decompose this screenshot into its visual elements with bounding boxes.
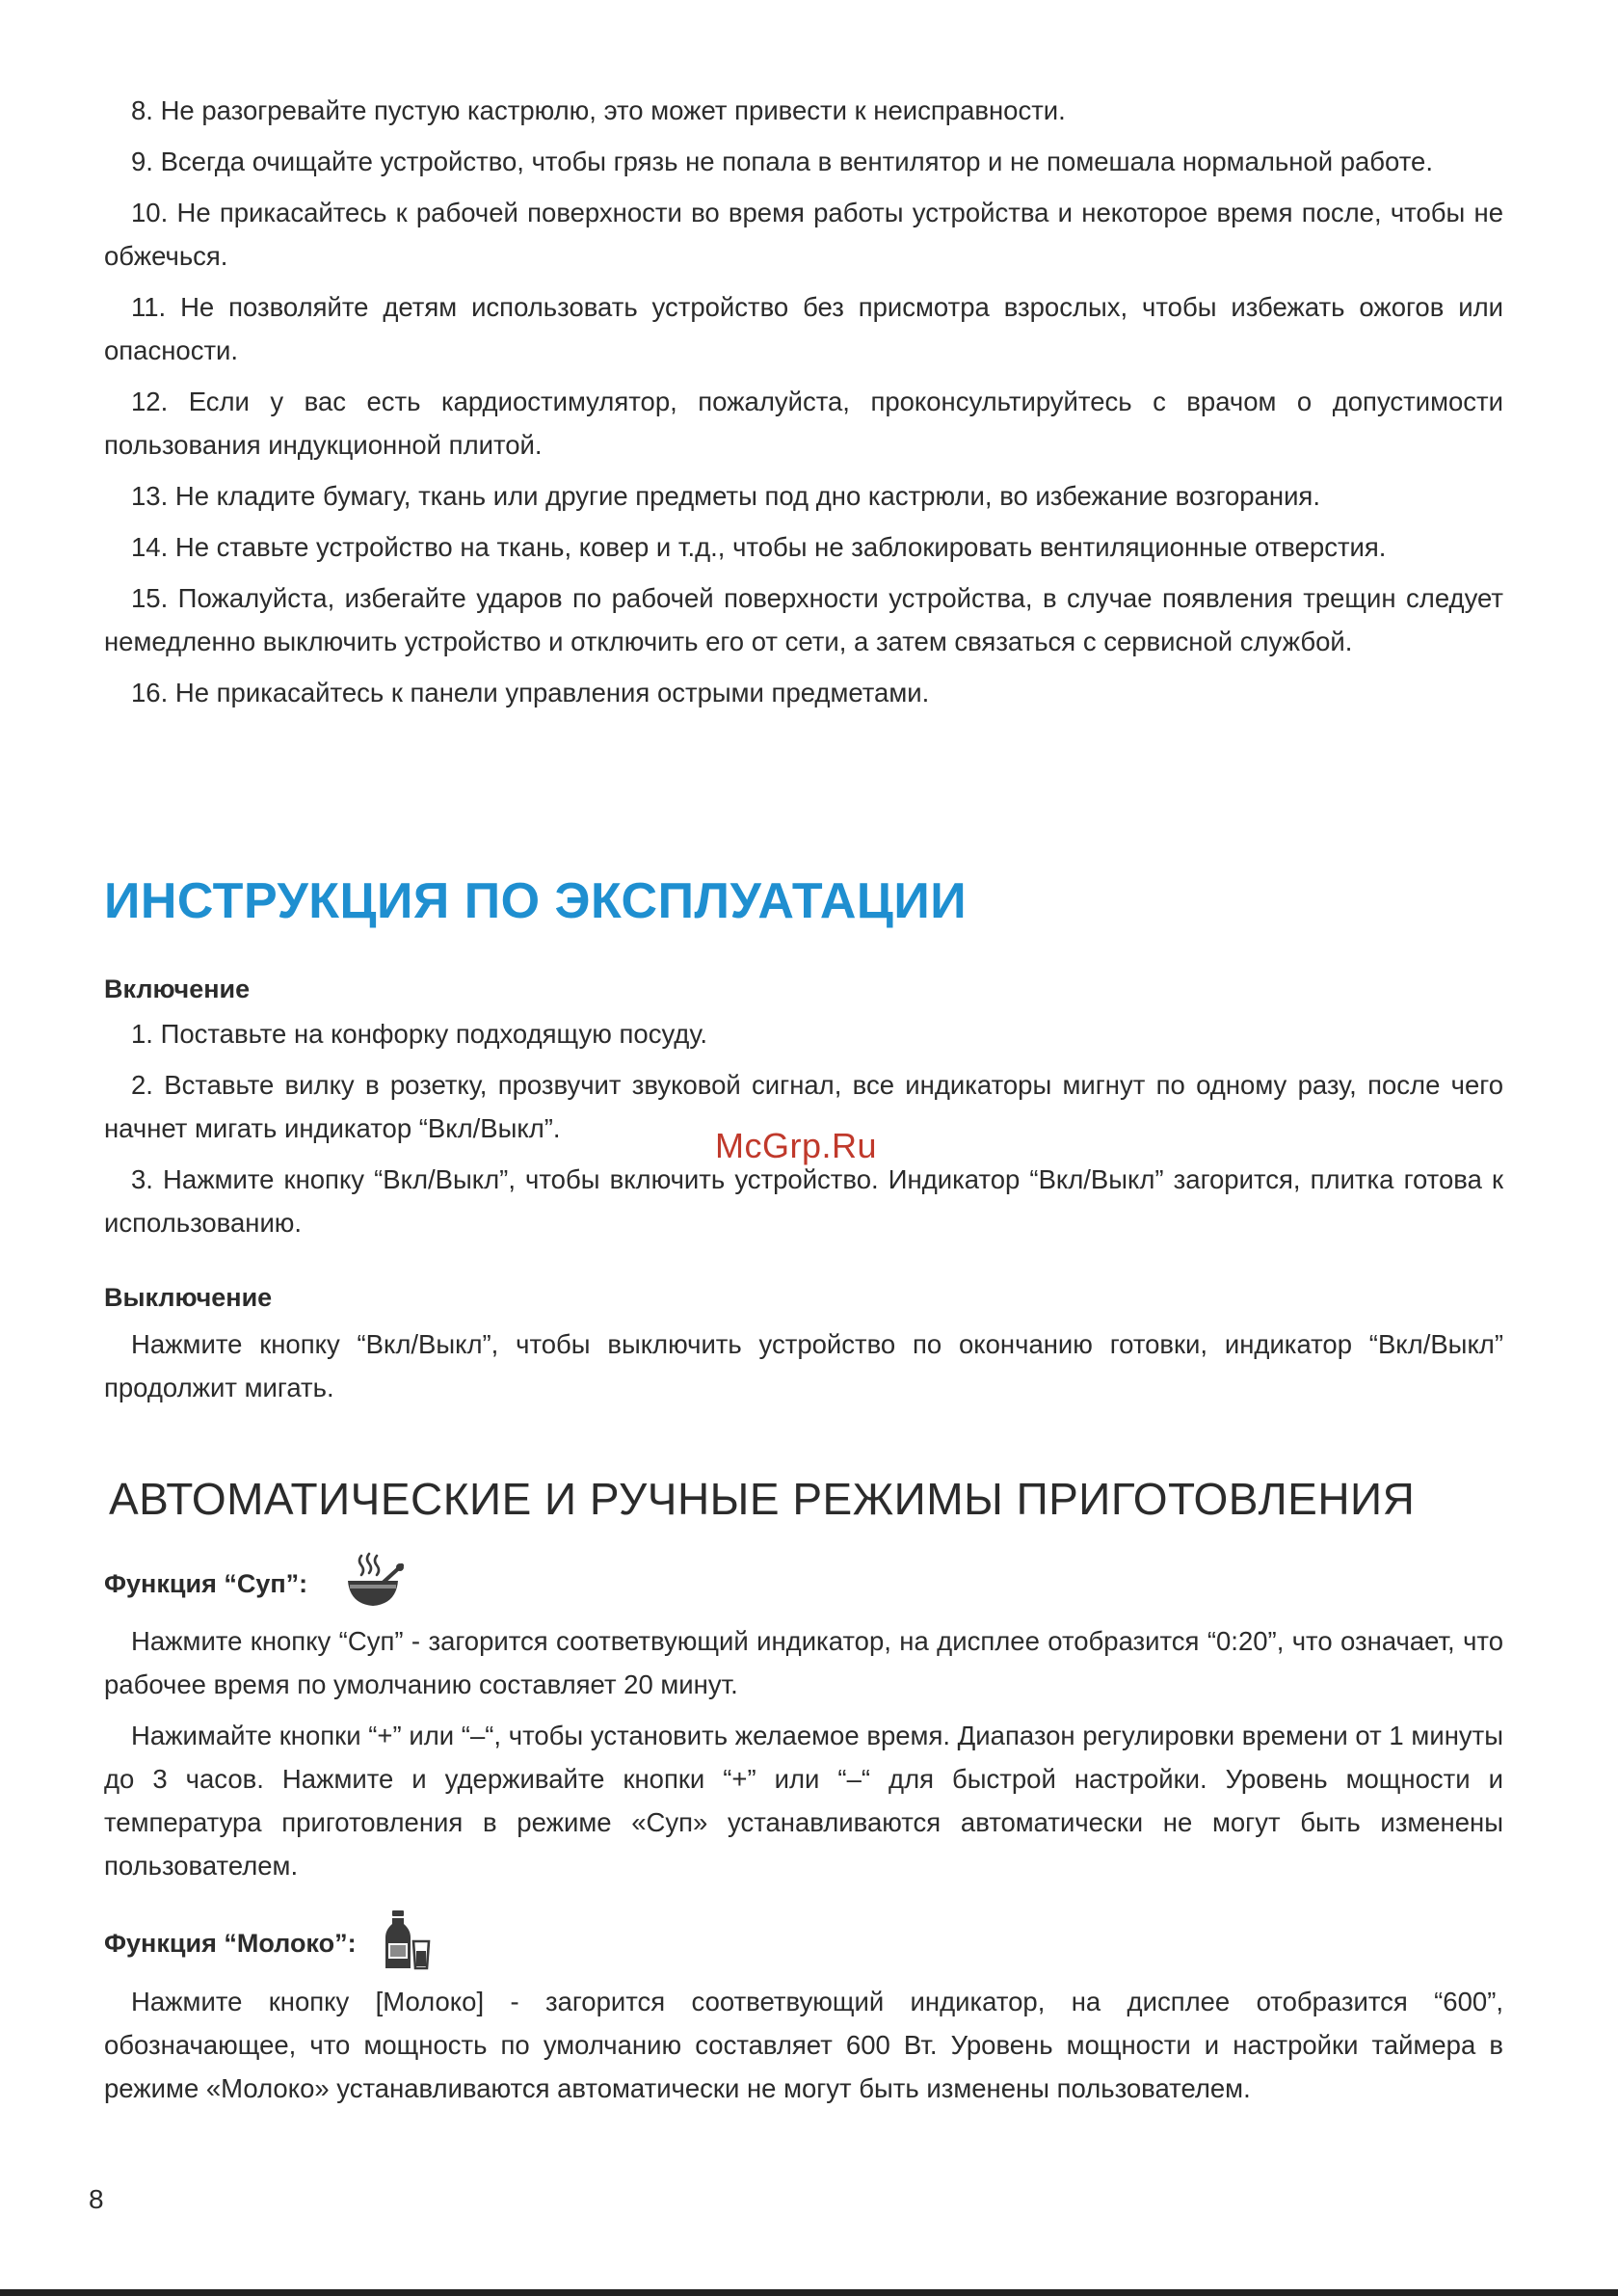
- safety-item: 11. Не позволяйте детям использовать устройство без присмотра взрослых, чтобы избежать ожогов или опасности.: [104, 292, 1503, 365]
- switch-off-heading: Выключение: [104, 1283, 273, 1312]
- soup-function-heading-row: [104, 1552, 406, 1615]
- switch-off-section: [104, 1278, 1503, 1409]
- switch-on-heading: Включение: [104, 974, 251, 1003]
- safety-item: 9. Всегда очищайте устройство, чтобы грязь не попала в вентилятор и не помешала нормальной работе.: [131, 147, 1433, 176]
- milk-bottle-icon: [382, 1909, 432, 1977]
- safety-item: 15. Пожалуйста, избегайте ударов по рабочей поверхности устройства, в случае появления трещин следует немедленно выключить устройство и отключить его от сети, а затем связаться с сервисной службой.: [104, 583, 1503, 656]
- safety-item: 16. Не прикасайтесь к панели управления острыми предметами.: [131, 678, 930, 707]
- switch-on-step: 3. Нажмите кнопку “Вкл/Выкл”, чтобы включить устройство. Индикатор “Вкл/Выкл” загорится, плитка готова к использованию.: [104, 1164, 1503, 1238]
- safety-item: 8. Не разогревайте пустую кастрюлю, это может привести к неисправности.: [131, 95, 1066, 125]
- operation-title: ИНСТРУКЦИЯ ПО ЭКСПЛУАТАЦИИ: [104, 873, 968, 929]
- milk-function-heading-row: [104, 1909, 432, 1977]
- milk-function-text: [104, 1980, 1503, 2110]
- switch-on-step: 1. Поставьте на конфорку подходящую посуду.: [131, 1019, 707, 1049]
- safety-item: 13. Не кладите бумагу, ткань или другие предметы под дно кастрюли, во избежание возгорания.: [131, 481, 1320, 511]
- safety-list: [104, 89, 1503, 714]
- switch-off-text: Нажмите кнопку “Вкл/Выкл”, чтобы выключить устройство по окончанию готовки, индикатор “Вкл/Выкл” продолжит мигать.: [104, 1329, 1503, 1402]
- page-number: 8: [89, 2184, 104, 2214]
- safety-item: 10. Не прикасайтесь к рабочей поверхности во время работы устройства и некоторое время после, чтобы не обжечься.: [104, 198, 1503, 271]
- soup-paragraph: Нажимайте кнопки “+” или “–“, чтобы установить желаемое время. Диапазон регулировки времени от 1 минуты до 3 часов. Нажмите и удерживайте кнопки “+” или “–“ для быстрой настройки. Уровень мощности и температура приготовления в режиме «Суп» устанавливаются автоматически не могут быть изменены пользователем.: [104, 1721, 1503, 1881]
- milk-function-heading: Функция “Молоко”:: [104, 1928, 357, 1958]
- bottom-rule: [0, 2289, 1618, 2296]
- safety-item: 14. Не ставьте устройство на ткань, ковер и т.д., чтобы не заблокировать вентиляционные отверстия.: [131, 532, 1387, 562]
- watermark: McGrp.Ru: [715, 1126, 878, 1165]
- modes-title: АВТОМАТИЧЕСКИЕ И РУЧНЫЕ РЕЖИМЫ ПРИГОТОВЛЕНИЯ: [109, 1474, 1416, 1524]
- soup-function-text: [104, 1619, 1503, 1887]
- safety-item: 12. Если у вас есть кардиостимулятор, пожалуйста, проконсультируйтесь с врачом о допустимости пользования индукционной плитой.: [104, 387, 1503, 460]
- switch-on-step: 2. Вставьте вилку в розетку, прозвучит звуковой сигнал, все индикаторы мигнут по одному разу, после чего начнет мигать индикатор “Вкл/Выкл”.: [104, 1070, 1503, 1143]
- soup-function-heading: Функция “Суп”:: [104, 1568, 308, 1598]
- milk-paragraph: Нажмите кнопку [Молоко] - загорится соответвующий индикатор, на дисплее отобразится “600”, обозначающее, что мощность по умолчанию составляет 600 Вт. Уровень мощности и настройки таймера в режиме «Молоко» устанавливаются автоматически не могут быть изменены пользователем.: [104, 1987, 1503, 2103]
- soup-paragraph: Нажмите кнопку “Суп” - загорится соответвующий индикатор, на дисплее отобразится “0:20”, что означает, что рабочее время по умолчанию составляет 20 минут.: [104, 1626, 1503, 1699]
- soup-bowl-icon: [344, 1552, 406, 1615]
- switch-on-section: [104, 970, 1503, 1244]
